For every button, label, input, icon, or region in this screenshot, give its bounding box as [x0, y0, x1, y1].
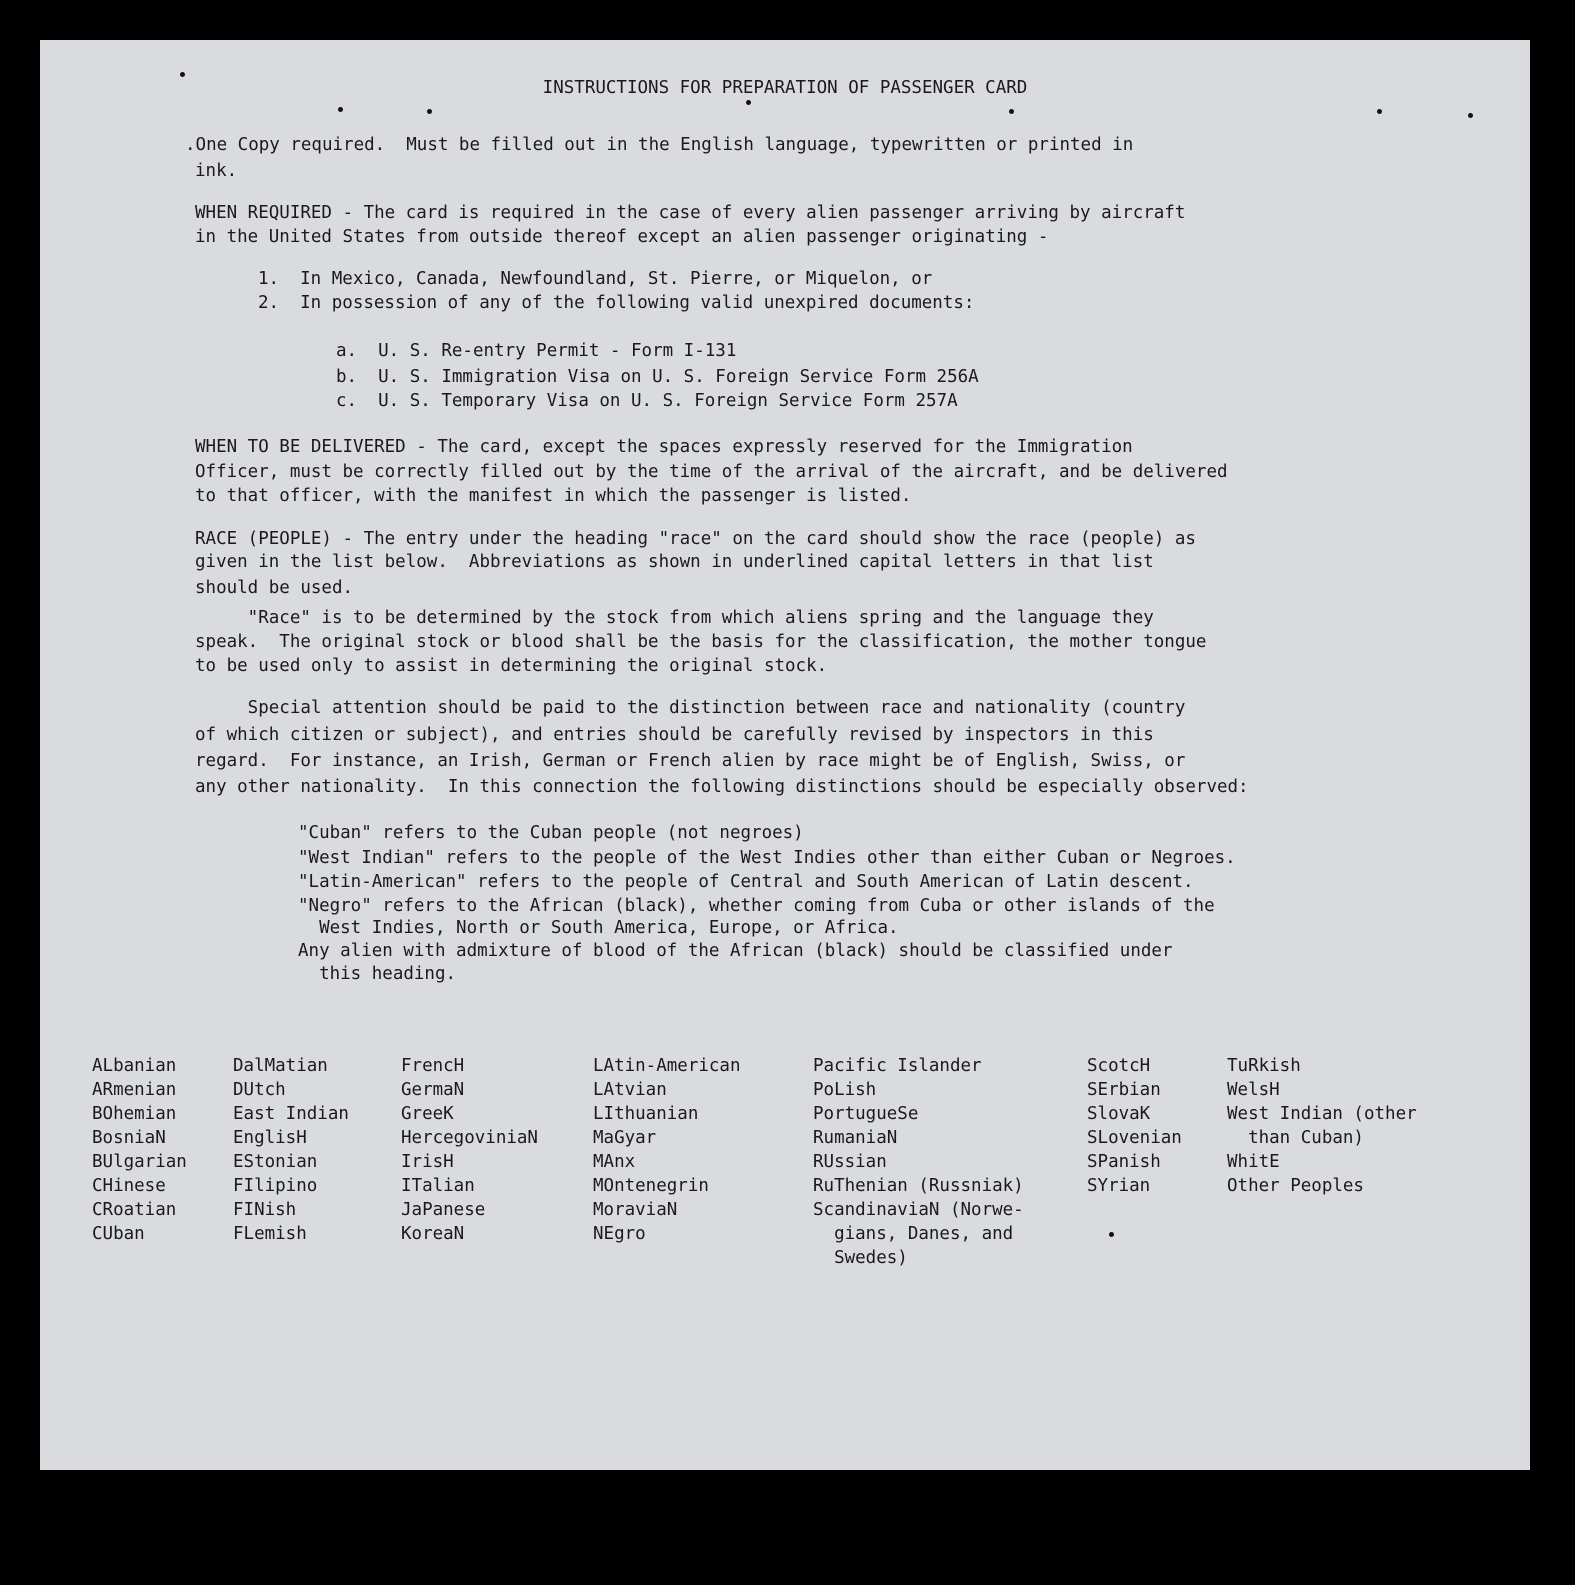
document-page — [40, 40, 1530, 1470]
race-entry: DUtch — [233, 1080, 286, 1100]
special-attention-line-2: of which citizen or subject), and entries should be carefully revised by inspectors in this — [195, 725, 1154, 745]
race-entry: WhitE — [1227, 1152, 1280, 1172]
ink-speck — [1109, 1232, 1114, 1237]
race-entry: JaPanese — [401, 1200, 486, 1220]
race-entry: gians, Danes, and — [813, 1224, 1014, 1244]
race-column-2 — [233, 1054, 349, 1246]
intro-line-2: ink. — [195, 161, 238, 181]
race-entry: SLovenian — [1087, 1128, 1182, 1148]
race-column-7 — [1227, 1054, 1417, 1198]
race-entry: LIthuanian — [593, 1104, 699, 1124]
race-entry: BosniaN — [92, 1128, 166, 1148]
race-entry: KoreaN — [401, 1224, 465, 1244]
race-people-line-3: should be used. — [195, 578, 354, 598]
race-entry: IrisH — [401, 1152, 454, 1172]
when-required-line-1: WHEN REQUIRED - The card is required in the case of every alien passenger arriving by aircraft — [195, 203, 1186, 223]
special-attention-line-3: regard. For instance, an Irish, German or French alien by race might be of English, Swiss, or — [195, 751, 1186, 771]
race-entry: TuRkish — [1227, 1056, 1301, 1076]
race-entry: East Indian — [233, 1104, 349, 1124]
race-entry: WelsH — [1227, 1080, 1280, 1100]
distinction-negro-line-1: "Negro" refers to the African (black), whether coming from Cuba or other islands of the — [298, 896, 1215, 916]
race-entry: ScandinaviaN (Norwe- — [813, 1200, 1024, 1220]
race-entry: EStonian — [233, 1152, 318, 1172]
ink-speck — [427, 109, 432, 114]
lettered-item-a: a. U. S. Re-entry Permit - Form I-131 — [336, 341, 737, 361]
ink-speck — [746, 100, 751, 105]
ink-speck — [338, 107, 343, 112]
race-entry: PortugueSe — [813, 1104, 919, 1124]
numbered-item-1: 1. In Mexico, Canada, Newfoundland, St. Pierre, or Miquelon, or — [258, 269, 933, 289]
distinction-admixture-line-2: this heading. — [298, 964, 457, 984]
race-entry: FLemish — [233, 1224, 307, 1244]
race-entry: CRoatian — [92, 1200, 177, 1220]
special-attention-line-4: any other nationality. In this connection the following distinctions should be especially observed: — [195, 777, 1249, 797]
race-column-1 — [92, 1054, 187, 1246]
race-entry: ARmenian — [92, 1080, 177, 1100]
race-entry: FINish — [233, 1200, 297, 1220]
race-entry: GermaN — [401, 1080, 465, 1100]
race-entry: MAnx — [593, 1152, 636, 1172]
when-delivered-line-3: to that officer, with the manifest in which the passenger is listed. — [195, 486, 912, 506]
race-column-6 — [1087, 1054, 1182, 1198]
race-people-line-2: given in the list below. Abbreviations as shown in underlined capital letters in that list — [195, 552, 1154, 572]
race-entry: NEgro — [593, 1224, 646, 1244]
race-entry: ITalian — [401, 1176, 475, 1196]
page-title: INSTRUCTIONS FOR PREPARATION OF PASSENGER CARD — [542, 78, 1028, 98]
race-entry: RUssian — [813, 1152, 887, 1172]
race-entry: SYrian — [1087, 1176, 1151, 1196]
distinction-cuban: "Cuban" refers to the Cuban people (not negroes) — [298, 823, 804, 843]
when-delivered-line-1: WHEN TO BE DELIVERED - The card, except the spaces expressly reserved for the Immigration — [195, 437, 1133, 457]
race-entry: West Indian (other — [1227, 1104, 1417, 1124]
race-entry: LAtvian — [593, 1080, 667, 1100]
race-entry: BOhemian — [92, 1104, 177, 1124]
race-entry: MOntenegrin — [593, 1176, 709, 1196]
race-entry: RuThenian (Russniak) — [813, 1176, 1024, 1196]
race-entry: ALbanian — [92, 1056, 177, 1076]
race-entry: BUlgarian — [92, 1152, 187, 1172]
race-entry: SlovaK — [1087, 1104, 1151, 1124]
race-entry: LAtin-American — [593, 1056, 741, 1076]
race-entry: EnglisH — [233, 1128, 307, 1148]
race-definition-line-1: "Race" is to be determined by the stock from which aliens spring and the language they — [195, 608, 1154, 628]
race-column-5 — [813, 1054, 1024, 1270]
race-entry: than Cuban) — [1227, 1128, 1364, 1148]
race-entry: SPanish — [1087, 1152, 1161, 1172]
intro-line-1: .One Copy required. Must be filled out in the English language, typewritten or printed in — [185, 135, 1134, 155]
race-entry: ScotcH — [1087, 1056, 1151, 1076]
race-entry: PoLish — [813, 1080, 877, 1100]
lettered-item-b: b. U. S. Immigration Visa on U. S. Foreign Service Form 256A — [336, 367, 979, 387]
race-entry: DalMatian — [233, 1056, 328, 1076]
race-entry: RumaniaN — [813, 1128, 898, 1148]
race-definition-line-3: to be used only to assist in determining the original stock. — [195, 656, 828, 676]
special-attention-line-1: Special attention should be paid to the distinction between race and nationality (country — [195, 698, 1186, 718]
race-entry: Pacific Islander — [813, 1056, 982, 1076]
lettered-item-c: c. U. S. Temporary Visa on U. S. Foreign Service Form 257A — [336, 391, 958, 411]
race-entry: SErbian — [1087, 1080, 1161, 1100]
race-column-4 — [593, 1054, 741, 1246]
ink-speck — [1377, 109, 1382, 114]
race-definition-line-2: speak. The original stock or blood shall be the basis for the classification, the mother tongue — [195, 632, 1207, 652]
distinction-negro-line-2: West Indies, North or South America, Europe, or Africa. — [298, 918, 899, 938]
race-column-3 — [401, 1054, 538, 1246]
when-delivered-line-2: Officer, must be correctly filled out by the time of the arrival of the aircraft, and be delivered — [195, 462, 1228, 482]
ink-speck — [180, 72, 185, 77]
distinction-admixture-line-1: Any alien with admixture of blood of the African (black) should be classified under — [298, 941, 1173, 961]
race-entry: HercegoviniaN — [401, 1128, 538, 1148]
race-people-line-1: RACE (PEOPLE) - The entry under the heading "race" on the card should show the race (people) as — [195, 529, 1196, 549]
when-required-line-2: in the United States from outside thereof except an alien passenger originating - — [195, 227, 1049, 247]
race-entry: Swedes) — [813, 1248, 908, 1268]
numbered-item-2: 2. In possession of any of the following valid unexpired documents: — [258, 293, 975, 313]
race-entry: FIlipino — [233, 1176, 318, 1196]
race-entry: CUban — [92, 1224, 145, 1244]
race-entry: CHinese — [92, 1176, 166, 1196]
ink-speck — [1009, 109, 1014, 114]
race-entry: FrencH — [401, 1056, 465, 1076]
distinction-west-indian: "West Indian" refers to the people of the West Indies other than either Cuban or Negroes. — [298, 848, 1236, 868]
race-entry: MoraviaN — [593, 1200, 678, 1220]
race-entry: Other Peoples — [1227, 1176, 1364, 1196]
ink-speck — [1468, 113, 1473, 118]
race-entry: MaGyar — [593, 1128, 657, 1148]
distinction-latin-american: "Latin-American" refers to the people of Central and South American of Latin descent. — [298, 872, 1194, 892]
race-entry: GreeK — [401, 1104, 454, 1124]
